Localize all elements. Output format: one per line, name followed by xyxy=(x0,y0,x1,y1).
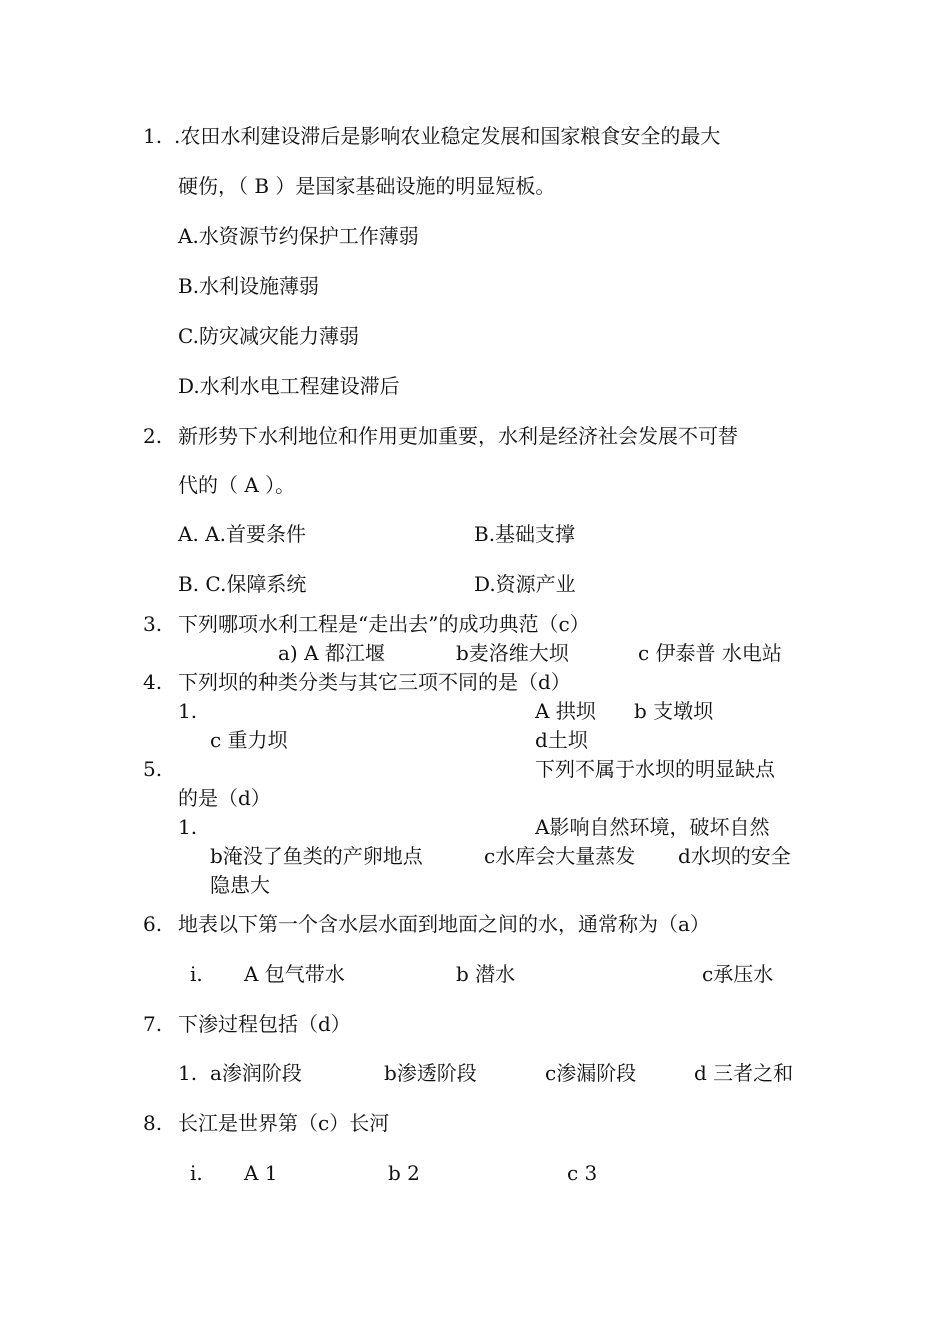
question-number: 8. xyxy=(143,1111,163,1135)
question-text: 下列哪项水利工程是“走出去”的成功典范（c） xyxy=(178,612,590,636)
option-d-continued: 隐患大 xyxy=(210,873,270,897)
sub-number: 1. xyxy=(178,815,198,839)
option-a: A.水资源节约保护工作薄弱 xyxy=(178,224,419,248)
option-b: B.水利设施薄弱 xyxy=(178,274,320,298)
sub-number: i. xyxy=(190,962,203,986)
question-text: 地表以下第一个含水层水面到地面之间的水，通常称为（a） xyxy=(178,912,710,936)
sub-number: 1. xyxy=(178,1061,198,1085)
option-a: A. A.首要条件 xyxy=(178,522,306,546)
question-number: 6. xyxy=(143,912,163,936)
question-number: 7. xyxy=(143,1012,163,1036)
option-b: b 2 xyxy=(388,1161,420,1185)
option-c: c水库会大量蒸发 xyxy=(484,844,636,868)
question-text: 下列坝的种类分类与其它三项不同的是（d） xyxy=(178,670,571,694)
option-d: d 三者之和 xyxy=(694,1061,794,1085)
question-text: 硬伤，（ B ）是国家基础设施的明显短板。 xyxy=(178,174,556,198)
question-number: 5. xyxy=(143,757,163,781)
option-c: c渗漏阶段 xyxy=(545,1061,637,1085)
option-c: c 重力坝 xyxy=(210,728,288,752)
question-text: 新形势下水利地位和作用更加重要，水利是经济社会发展不可替 xyxy=(178,424,738,448)
question-number: 2. xyxy=(143,424,163,448)
option-d: D.水利水电工程建设滞后 xyxy=(178,374,400,398)
option-d: D.资源产业 xyxy=(474,572,576,596)
option-b: B.基础支撑 xyxy=(474,522,576,546)
question-number: 1. xyxy=(143,124,163,148)
option-c: c 3 xyxy=(567,1161,598,1185)
sub-number: 1. xyxy=(178,699,198,723)
option-b: b 潜水 xyxy=(456,962,516,986)
option-d: d土坝 xyxy=(535,728,588,752)
question-text: 代的（ A ）。 xyxy=(178,473,296,497)
sub-number: i. xyxy=(190,1161,203,1185)
question-text: 下渗过程包括（d） xyxy=(178,1012,351,1036)
option-c: C.防灾减灾能力薄弱 xyxy=(178,324,359,348)
option-a: A 1 xyxy=(244,1161,278,1185)
option-b: b淹没了鱼类的产卵地点 xyxy=(210,844,423,868)
option-c: B. C.保障系统 xyxy=(178,572,307,596)
option-b: b 支墩坝 xyxy=(634,699,714,723)
option-a: A 拱坝 xyxy=(535,699,596,723)
option-c: c 伊泰普 水电站 xyxy=(638,641,782,665)
option-b: b渗透阶段 xyxy=(384,1061,477,1085)
option-a: A影响自然环境，破坏自然 xyxy=(535,815,770,839)
option-c: c承压水 xyxy=(702,962,774,986)
option-a: A 包气带水 xyxy=(244,962,345,986)
question-text: 长江是世界第（c）长河 xyxy=(178,1111,390,1135)
question-number: 4. xyxy=(143,670,163,694)
question-text: .农田水利建设滞后是影响农业稳定发展和国家粮食安全的最大 xyxy=(174,124,721,148)
question-text: 的是（d） xyxy=(178,786,271,810)
option-b: b麦洛维大坝 xyxy=(456,641,569,665)
option-d: d水坝的安全 xyxy=(678,844,791,868)
question-text: 下列不属于水坝的明显缺点 xyxy=(535,757,775,781)
option-a: a) A 都江堰 xyxy=(278,641,385,665)
question-number: 3. xyxy=(143,612,163,636)
option-a: a渗润阶段 xyxy=(210,1061,302,1085)
